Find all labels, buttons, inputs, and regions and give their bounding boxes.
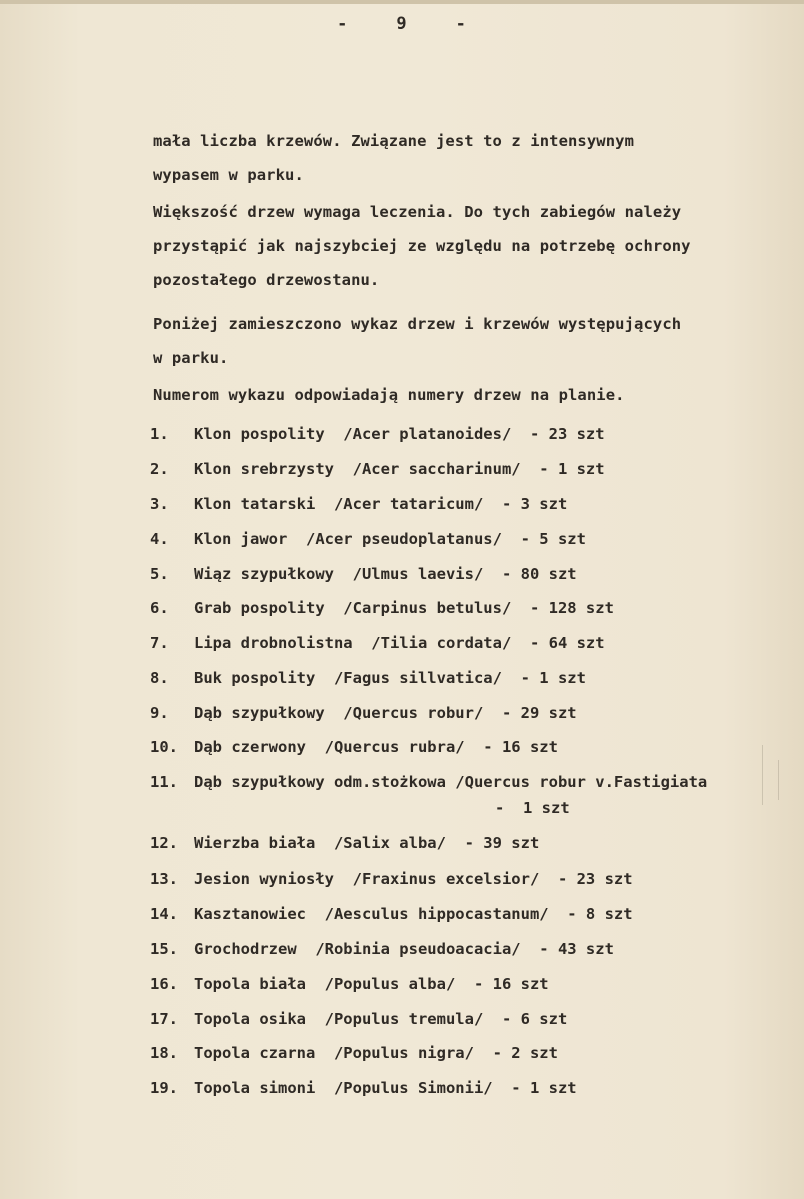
item-text: Topola biała /Populus alba/ - 16 szt bbox=[194, 975, 549, 993]
page-number: 9 bbox=[396, 14, 408, 34]
item-number: 1. bbox=[150, 425, 169, 443]
paragraph-line: Większość drzew wymaga leczenia. Do tych zabiegów należy bbox=[153, 203, 682, 221]
paper-scratch-mark bbox=[762, 745, 763, 805]
page-number-dash-right: - bbox=[455, 14, 467, 34]
item-number: 9. bbox=[150, 704, 169, 722]
page-number-header bbox=[0, 14, 804, 34]
item-text: Lipa drobnolistna /Tilia cordata/ - 64 szt bbox=[194, 634, 605, 652]
paragraph-line: w parku. bbox=[153, 349, 229, 367]
item-number: 12. bbox=[150, 834, 178, 852]
item-number: 7. bbox=[150, 634, 169, 652]
item-number: 17. bbox=[150, 1010, 178, 1028]
item-text: Topola osika /Populus tremula/ - 6 szt bbox=[194, 1010, 568, 1028]
item-text: Wiąz szypułkowy /Ulmus laevis/ - 80 szt bbox=[194, 565, 577, 583]
item-text-continuation: - 1 szt bbox=[495, 799, 570, 817]
item-number: 18. bbox=[150, 1044, 178, 1062]
item-text: Klon jawor /Acer pseudoplatanus/ - 5 szt bbox=[194, 530, 586, 548]
item-text: Jesion wyniosły /Fraxinus excelsior/ - 23 szt bbox=[194, 870, 633, 888]
item-number: 11. bbox=[150, 773, 178, 791]
paragraph-line: Poniżej zamieszczono wykaz drzew i krzewów występujących bbox=[153, 315, 682, 333]
item-text: Topola czarna /Populus nigra/ - 2 szt bbox=[194, 1044, 558, 1062]
item-number: 3. bbox=[150, 495, 169, 513]
item-text: Grochodrzew /Robinia pseudoacacia/ - 43 szt bbox=[194, 940, 614, 958]
item-number: 6. bbox=[150, 599, 169, 617]
paper-scratch-mark bbox=[778, 760, 779, 800]
item-number: 13. bbox=[150, 870, 178, 888]
item-number: 15. bbox=[150, 940, 178, 958]
item-text: Topola simoni /Populus Simonii/ - 1 szt bbox=[194, 1079, 577, 1097]
item-number: 10. bbox=[150, 738, 178, 756]
paragraph-line: Numerom wykazu odpowiadają numery drzew na planie. bbox=[153, 386, 625, 404]
paragraph-line: wypasem w parku. bbox=[153, 166, 304, 184]
paragraph-line: mała liczba krzewów. Związane jest to z intensywnym bbox=[153, 132, 635, 150]
page-number-dash-left: - bbox=[337, 14, 349, 34]
item-number: 14. bbox=[150, 905, 178, 923]
item-number: 2. bbox=[150, 460, 169, 478]
item-text: Klon srebrzysty /Acer saccharinum/ - 1 szt bbox=[194, 460, 605, 478]
item-number: 4. bbox=[150, 530, 169, 548]
item-text: Dąb szypułkowy /Quercus robur/ - 29 szt bbox=[194, 704, 577, 722]
item-text: Klon pospolity /Acer platanoides/ - 23 szt bbox=[194, 425, 605, 443]
item-text: Dąb szypułkowy odm.stożkowa /Quercus robur v.Fastigiata bbox=[194, 773, 708, 791]
page-top-edge bbox=[0, 0, 804, 4]
item-number: 19. bbox=[150, 1079, 178, 1097]
paragraph-line: przystąpić jak najszybciej ze względu na potrzebę ochrony bbox=[153, 237, 691, 255]
item-text: Kasztanowiec /Aesculus hippocastanum/ - 8 szt bbox=[194, 905, 633, 923]
item-text: Wierzba biała /Salix alba/ - 39 szt bbox=[194, 834, 540, 852]
item-number: 8. bbox=[150, 669, 169, 687]
item-number: 5. bbox=[150, 565, 169, 583]
item-text: Buk pospolity /Fagus sillvatica/ - 1 szt bbox=[194, 669, 586, 687]
item-text: Dąb czerwony /Quercus rubra/ - 16 szt bbox=[194, 738, 558, 756]
paragraph-line: pozostałego drzewostanu. bbox=[153, 271, 380, 289]
item-text: Klon tatarski /Acer tataricum/ - 3 szt bbox=[194, 495, 568, 513]
item-number: 16. bbox=[150, 975, 178, 993]
item-text: Grab pospolity /Carpinus betulus/ - 128 szt bbox=[194, 599, 614, 617]
